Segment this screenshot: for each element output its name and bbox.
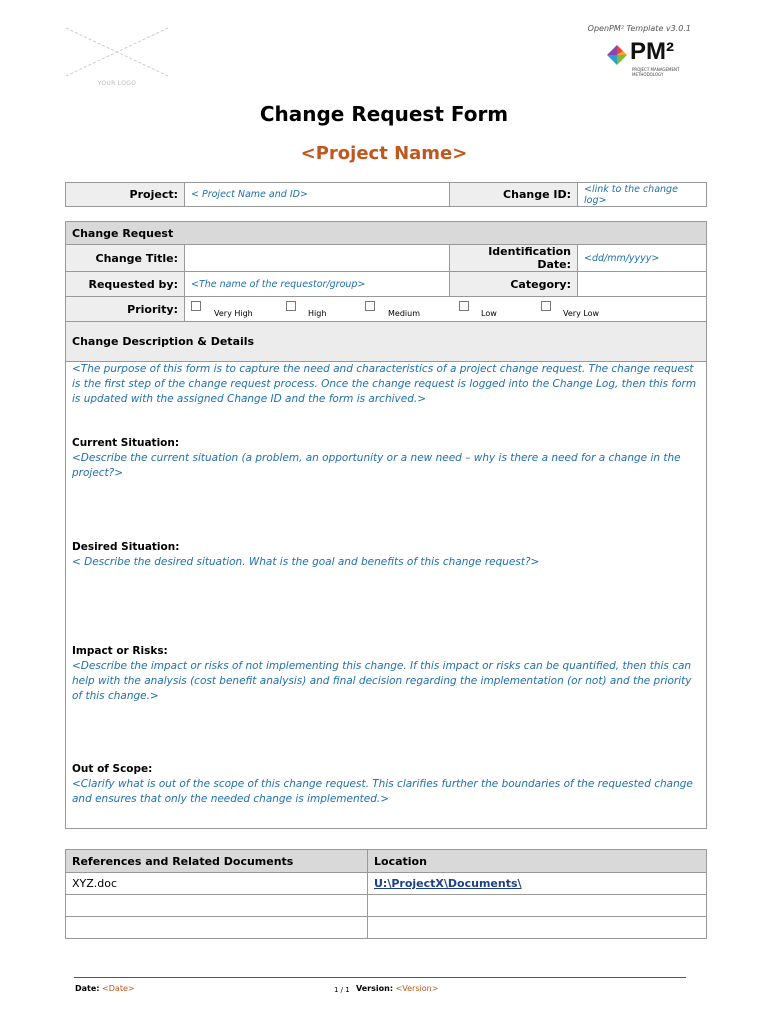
location-col-header: Location (368, 850, 707, 873)
checkbox-icon[interactable] (459, 301, 469, 311)
priority-option-label: Very Low (563, 309, 600, 318)
change-title-label: Change Title: (66, 245, 185, 272)
logo-cross-icon (64, 26, 170, 78)
desired-situation-label: Desired Situation: (72, 541, 180, 553)
location-link[interactable]: U:\ProjectX\Documents\ (374, 877, 522, 890)
pm2-logo-subtitle: PROJECT MANAGEMENT METHODOLOGY (632, 67, 680, 77)
references-col-header: References and Related Documents (66, 850, 368, 873)
page-title: Change Request Form (259, 102, 509, 126)
current-situation-text: <Describe the current situation (a problem, an opportunity or a new need – why is there a need for a change in the project?> (72, 452, 681, 479)
logo-placeholder (64, 26, 170, 88)
change-id-label: Change ID: (450, 183, 578, 207)
priority-label: Priority: (66, 297, 185, 322)
description-header: Change Description & Details (66, 322, 707, 362)
identification-date-field[interactable]: <dd/mm/yyyy> (578, 245, 707, 272)
priority-option-label: High (308, 309, 327, 318)
footer-version-value: <Version> (395, 984, 439, 993)
footer-version-label: Version: (356, 984, 394, 993)
references-table (65, 849, 707, 939)
requested-by-field[interactable]: <The name of the requestor/group> (185, 272, 450, 297)
template-version: OpenPM² Template v3.0.1 (587, 24, 691, 33)
reference-document[interactable] (66, 917, 368, 939)
pm2-logo (606, 38, 696, 82)
table-row (66, 895, 707, 917)
category-field[interactable] (578, 272, 707, 297)
table-row (66, 873, 707, 895)
requested-by-label: Requested by: (66, 272, 185, 297)
project-table (65, 182, 707, 207)
project-label: Project: (66, 183, 185, 207)
change-request-header: Change Request (66, 222, 707, 245)
project-value[interactable]: < Project Name and ID> (185, 183, 450, 207)
reference-location[interactable] (368, 873, 707, 895)
change-request-table (65, 221, 707, 829)
footer-page-number: 1 / 1 (334, 986, 350, 994)
impact-label: Impact or Risks: (72, 645, 168, 657)
checkbox-icon[interactable] (541, 301, 551, 311)
priority-option-label: Low (481, 309, 497, 318)
category-label: Category: (450, 272, 578, 297)
checkbox-icon[interactable] (286, 301, 296, 311)
impact-text: <Describe the impact or risks of not implementing this change. If this impact or risks can be quantified, then this can help with the analysis (cost benefit analysis) and final decision regarding the implementation (or not) and the priority of this change.> (72, 660, 692, 702)
out-of-scope-label: Out of Scope: (72, 763, 153, 775)
table-row (66, 917, 707, 939)
reference-document[interactable]: XYZ.doc (66, 873, 368, 895)
reference-location[interactable] (368, 895, 707, 917)
pm2-diamond-icon (606, 44, 628, 66)
purpose-text: <The purpose of this form is to capture the need and characteristics of a project change request. The change request is the first step of the change request process. Once the change request is logged into the Change Log, then this form is updated with the assigned Change ID and the form is archived.> (72, 363, 697, 405)
footer-date (75, 984, 135, 993)
checkbox-icon[interactable] (365, 301, 375, 311)
priority-option-label: Medium (388, 309, 420, 318)
pm2-logo-text: PM² (630, 38, 674, 65)
reference-document[interactable] (66, 895, 368, 917)
priority-options (185, 297, 707, 322)
footer-date-value: <Date> (102, 984, 135, 993)
project-name-title: <Project Name> (300, 143, 468, 164)
change-title-field[interactable] (185, 245, 450, 272)
current-situation-label: Current Situation: (72, 437, 180, 449)
description-body[interactable] (66, 362, 707, 829)
desired-situation-text: < Describe the desired situation. What is the goal and benefits of this change request?> (72, 556, 540, 568)
checkbox-icon[interactable] (191, 301, 201, 311)
footer-date-label: Date: (75, 984, 100, 993)
logo-label: YOUR LOGO (97, 80, 137, 87)
identification-date-label: Identification Date: (450, 245, 578, 272)
priority-option-label: Very High (214, 309, 253, 318)
footer-version (356, 984, 438, 993)
footer-divider (74, 977, 686, 978)
out-of-scope-text: <Clarify what is out of the scope of this change request. This clarifies further the boundaries of the requested change and ensures that only the needed change is implemented.> (72, 778, 693, 805)
reference-location[interactable] (368, 917, 707, 939)
change-id-value[interactable]: <link to the change log> (578, 183, 707, 207)
